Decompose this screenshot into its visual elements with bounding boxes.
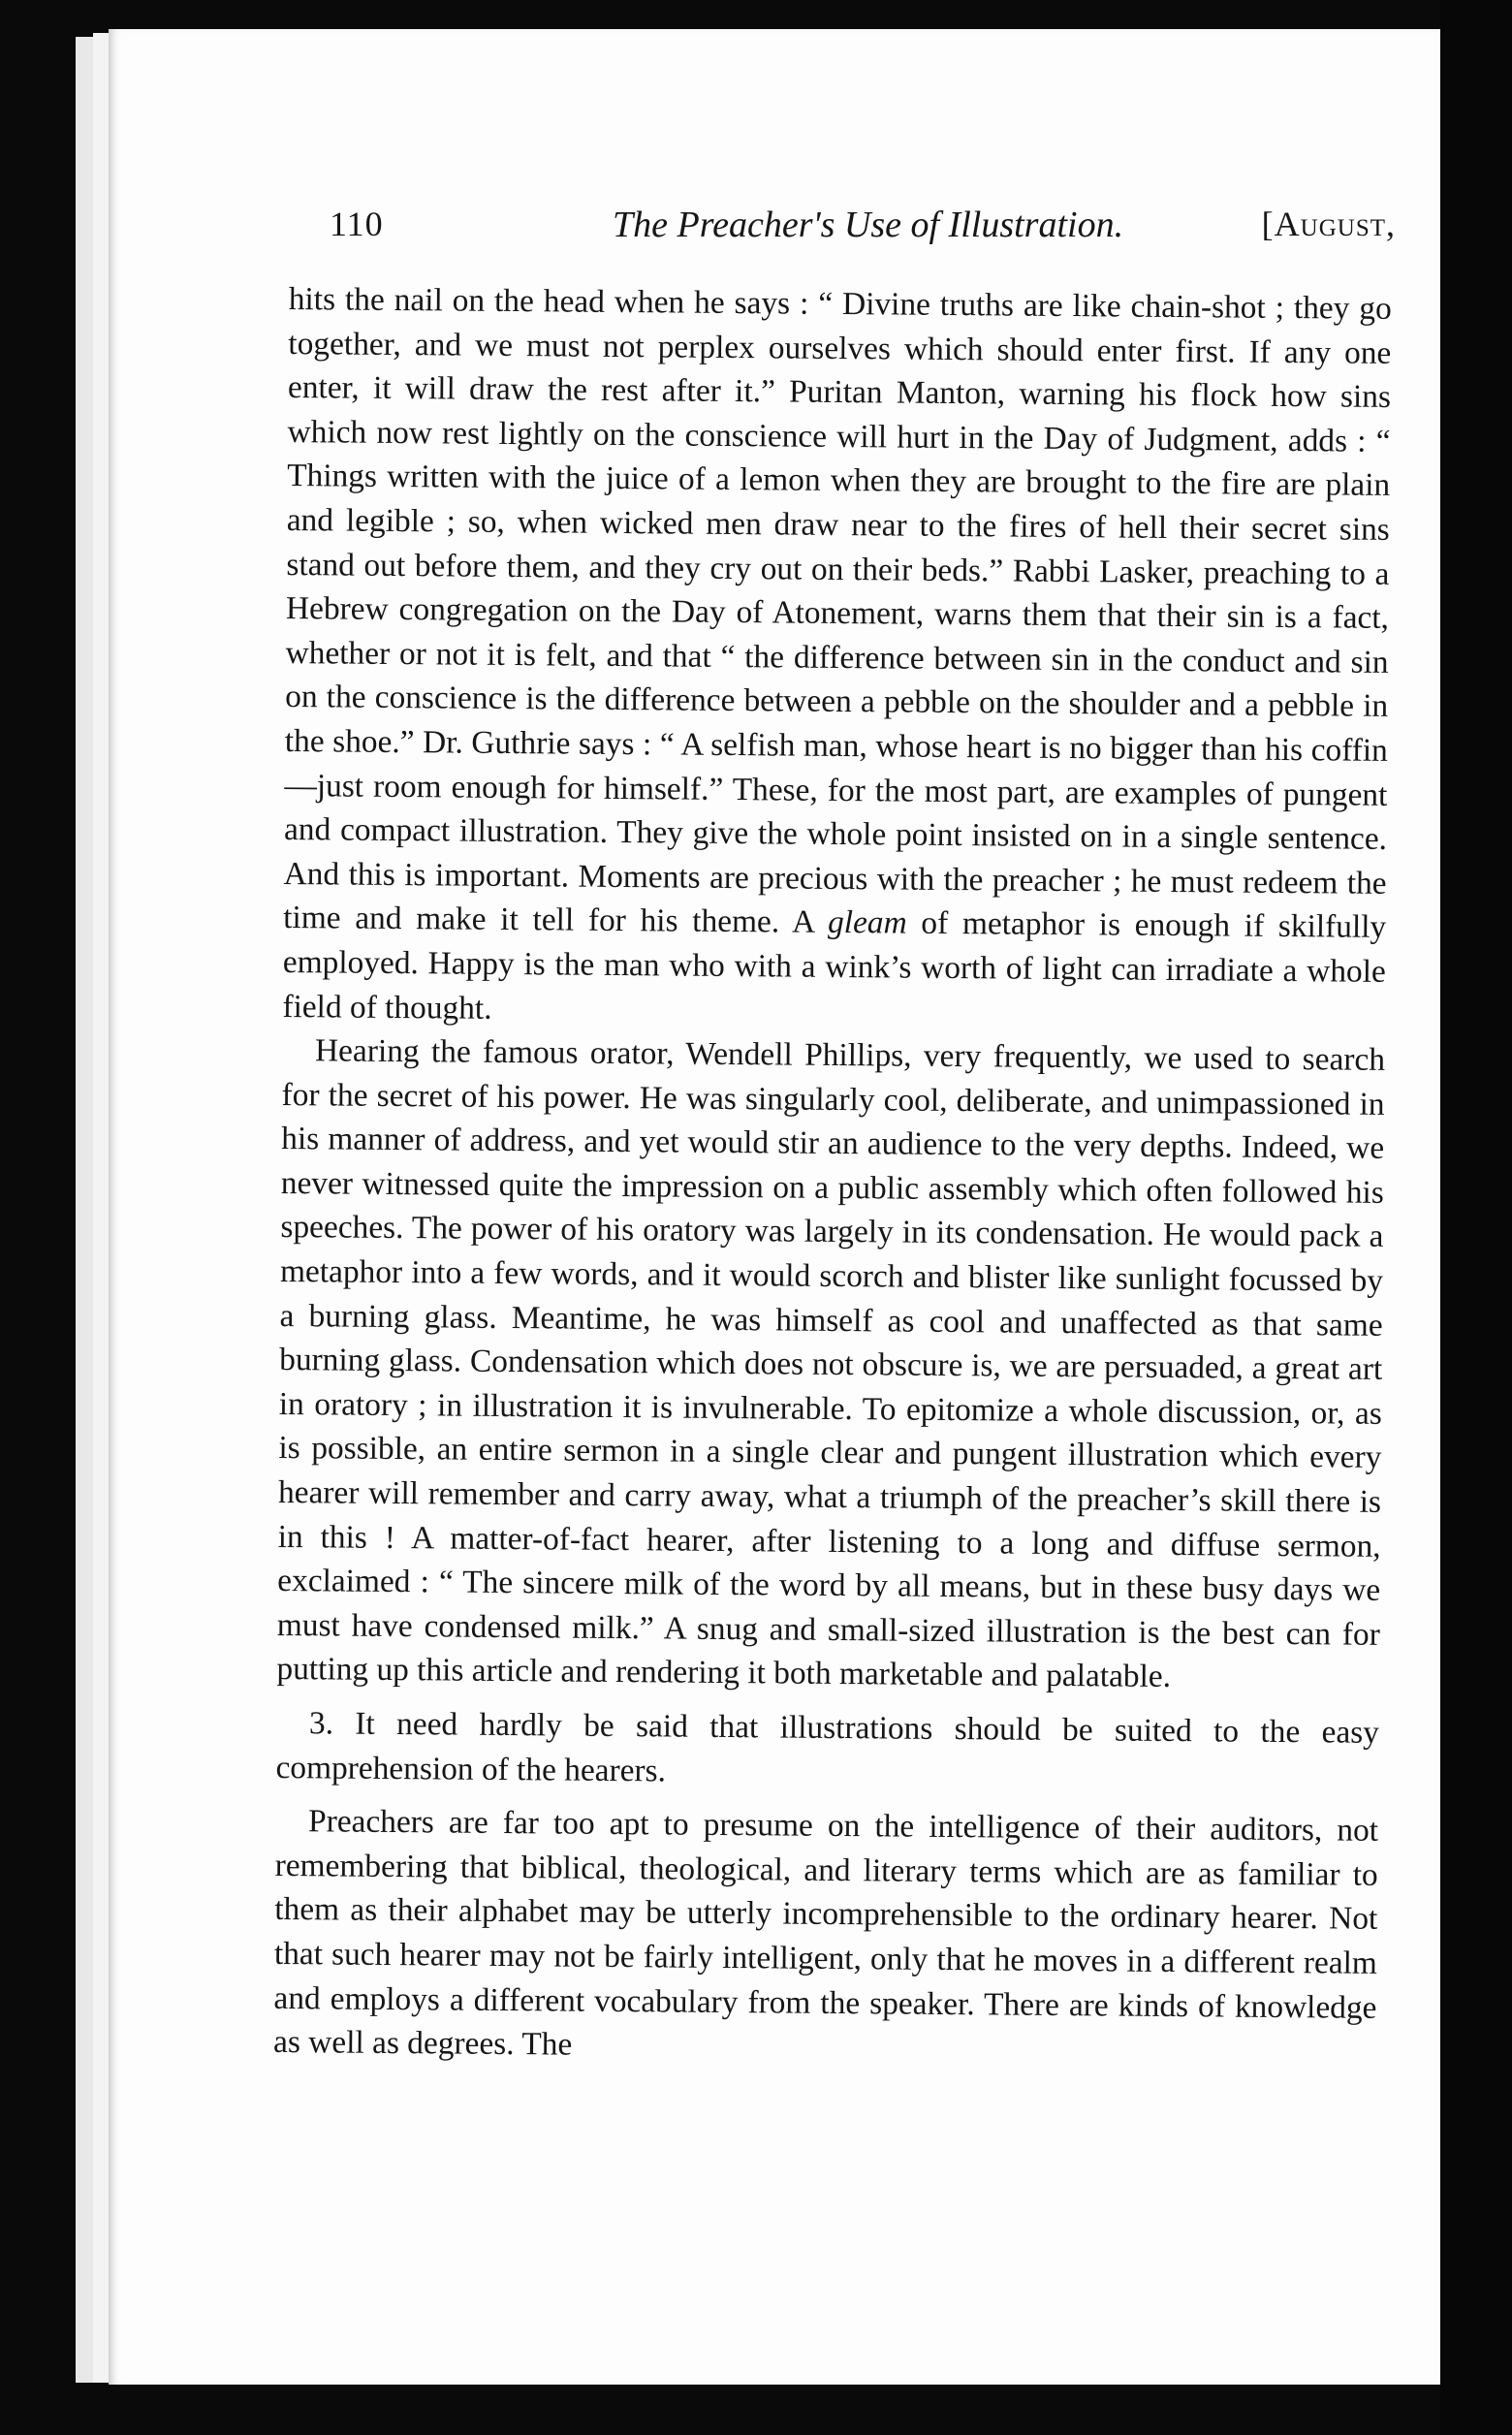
paragraph-wendell-phillips: Hearing the famous orator, Wendell Phillips, very frequently, we used to search for the secret of his power. He was singularly cool, deliberate, and unimpassioned in his manner of address, and yet would stir an audience to the very depths. Indeed, we never witnessed quite the impression on a public assembly which often followed his speeches. The power of his oratory was largely in its condensation. He would pack a metaphor into a few words, and it would scorch and blister like sunlight focussed by a burning glass. Meantime, he was himself as cool and unaffected as that same burning glass. Condensation which does not obscure is, we are persuaded, a great art in oratory ; in illustration it is invulnerable. To epitomize a whole discussion, or, as is possible, an entire sermon in a single clear and pungent illustration which every hearer will remember and carry away, what a triumph of the preacher’s skill there is in this ! A matter-of-fact hearer, after listening to a long and diffuse sermon, exclaimed : “ The sincere milk of the word by all means, but in these busy days we must have condensed milk.” A snug and small-sized illustration is the best can for putting up this article and rendering it both marketable and palatable. [276,1032,1386,1695]
body-text [273,277,1392,2074]
paragraph-text: hits the nail on the head when he says : “ Divine truths are like chain-shot ; they go together, and we must not perplex ourselves which should enter first. If any one enter, it will draw the rest after it.” Puritan Manton, warning his flock how sins which now rest lightly on the conscience will hurt in the Day of Judgment, adds : “ Things written with the juice of a lemon when they are brought to the fire are plain and legible ; so, when wicked men draw near to the fires of hell their secret sins stand out before them, and they cry out on their beds.” Rabbi Lasker, preaching to a Hebrew congregation on the Day of Atonement, warns them that their sin is a fact, whether or not it is felt, and that “ the difference between sin in the conduct and sin on the conscience is the difference between a pebble on the shoulder and a pebble in the shoe.” Dr. Guthrie says : “ A selfish man, whose heart is no bigger than his coffin —just room enough for himself.” These, for the most part, are examples of pungent and compact illustration. They give the whole point insisted on in a single sentence. And this is important. Moments are precious with the preacher ; he must redeem the time and make it tell for his theme. A [283,280,1392,941]
paragraph-preachers: Preachers are far too apt to presume on the intelligence of their auditors, not remembering that biblical, theological, and literary terms which are as familiar to them as their alphabet may be utterly incomprehensible to the ordinary hearer. Not that such hearer may not be fairly intelligent, only that he moves in a different realm and employs a different vocabulary from the speaker. There are kinds of knowledge as well as degrees. The [272,1803,1379,2063]
scan-right-edge [1440,0,1512,2435]
italic-word: gleam [827,904,907,941]
paragraph-text: of metaphor is enough if skilfully employed. Happy is the man who with a wink’s worth of light can irradiate a whole field of thought. [282,904,1387,1027]
running-month: [August, [1261,205,1396,243]
running-title: The Preacher's Use of Illustration. [613,205,1124,245]
page-number: 110 [330,205,384,243]
page-header [330,204,1396,271]
paragraph-continued [282,277,1392,1038]
paragraph-point-three: 3. It need hardly be said that illustrations should be suited to the easy comprehension of the hearers. [275,1705,1380,1789]
